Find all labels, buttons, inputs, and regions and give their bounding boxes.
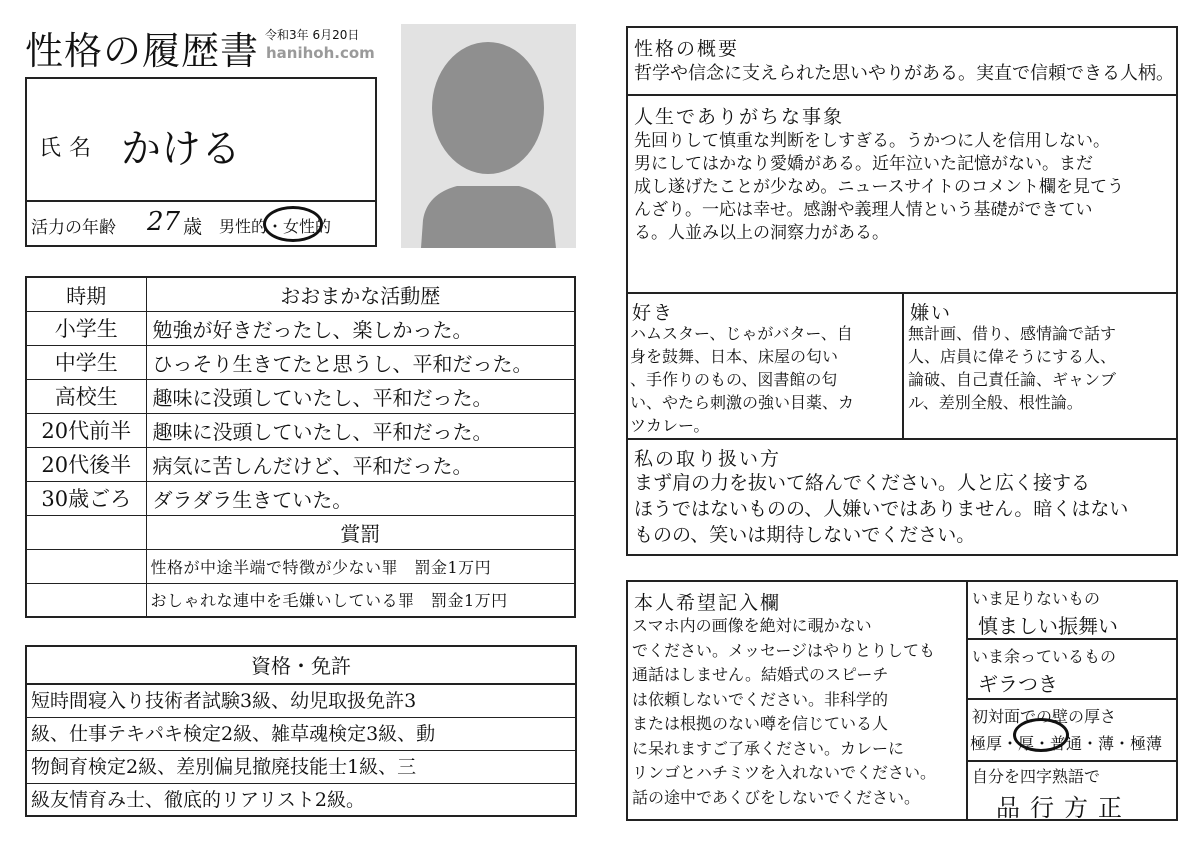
likes-text (630, 322, 854, 437)
wall-cell (968, 700, 1176, 762)
life-event-line: んざり。一応は幸せ。感謝や義理人情という基礎ができてい (634, 200, 1093, 220)
wishes-box (626, 580, 1178, 821)
wishes-line: 通話はしません。結婚式のスピーチ (632, 665, 889, 684)
qualification-line: 級友情育み士、徹底的リアリスト2級。 (31, 789, 365, 811)
life-event-line: る。人並み以上の洞察力がある。 (634, 223, 889, 243)
table-row (26, 345, 575, 379)
table-row (26, 413, 575, 447)
handling-line: ほうではないものの、人嫌いではありません。暗くはない (634, 498, 1129, 520)
qualification-line: 級、仕事テキパキ検定2級、雑草魂検定3級、動 (27, 718, 575, 751)
activity-history-table (25, 276, 576, 618)
reward-cell: 性格が中途半端で特徴が少ない罪 罰金1万円 (146, 549, 575, 583)
period-cell: 20代後半 (26, 447, 146, 481)
period-cell: 20代前半 (26, 413, 146, 447)
wishes-line: または根拠のない噂を信じている人 (632, 714, 889, 733)
dislikes-line: 論破、自己責任論、ギャンブ (908, 370, 1117, 389)
handling-line: まず肩の力を抜いて絡んでください。人と広く接する (634, 472, 1091, 494)
table-row (26, 311, 575, 345)
qualifications-box (25, 645, 577, 817)
likes-line: 身を鼓舞、日本、床屋の匂い (630, 347, 839, 366)
life-events-title: 人生でありがちな事象 (634, 106, 845, 128)
divider (628, 438, 1176, 440)
activity-cell: 勉強が好きだったし、楽しかった。 (146, 311, 575, 345)
qualification-line: 短時間寝入り技術者試験3級、幼児取扱免許3 (27, 685, 575, 718)
wishes-line: スマホ内の画像を絶対に覗かない (632, 616, 872, 635)
likes-line: ハムスター、じゃがバター、自 (630, 324, 853, 343)
period-cell: 小学生 (26, 311, 146, 345)
dislikes-line: 無計画、借り、感情論で話す (908, 324, 1117, 343)
name-box (25, 77, 377, 247)
likes-line: ツカレー。 (630, 416, 710, 435)
table-header-row (26, 277, 575, 311)
name-value: かける (121, 126, 241, 172)
life-events-text (634, 130, 1124, 245)
life-event-line: 先回りして慎重な判断をしすぎる。うかつに人を信用しない。 (634, 131, 1110, 151)
wall-scale: 極厚・厚・普通・薄・極薄 (970, 734, 1163, 753)
life-event-line: 男にしてはかなり愛嬌がある。近年泣いた記憶がない。まだ (634, 154, 1093, 174)
activity-cell: ダラダラ生きていた。 (146, 481, 575, 515)
activity-header: おおまかな活動歴 (146, 277, 575, 311)
idiom-value: 品行方正 (996, 794, 1132, 822)
qualification-line: 物飼育検定2級、差別偏見撤廃技能士1級、三 (27, 751, 575, 784)
dislikes-text (908, 322, 1116, 414)
overview-text: 哲学や信念に支えられた思いやりがある。実直で信頼できる人柄。 (634, 63, 1174, 84)
lacking-cell (968, 582, 1176, 640)
table-row (26, 583, 575, 617)
wall-selection-circle (1013, 718, 1069, 752)
table-row (26, 549, 575, 583)
person-silhouette-icon (401, 24, 576, 248)
empty-cell (26, 515, 146, 549)
surplus-cell (968, 640, 1176, 700)
avatar (401, 24, 576, 248)
qualifications-title: 資格・免許 (27, 647, 575, 685)
overview-title: 性格の概要 (634, 38, 740, 60)
personality-box (626, 26, 1178, 556)
wishes-title: 本人希望記入欄 (634, 592, 782, 614)
age-label: 活力の年齢 (31, 218, 116, 238)
idiom-cell (968, 762, 1176, 822)
likes-title: 好き (632, 302, 675, 324)
age-value: 27 (147, 207, 181, 237)
activity-cell: 病気に苦しんだけど、平和だった。 (146, 447, 575, 481)
handling-line: ものの、笑いは期待しないでください。 (634, 524, 976, 546)
wishes-line: リンゴとハチミツを入れないでください。 (632, 763, 937, 782)
name-label: 氏名 (39, 136, 100, 161)
gender-scale: 男性的・女性的 (219, 217, 332, 236)
dislikes-line: 人、店員に偉そうにする人、 (908, 347, 1117, 366)
likes-line: 、手作りのもの、図書館の匂 (630, 370, 838, 389)
handling-text (634, 470, 1128, 548)
activity-cell: 趣味に没頭していたし、平和だった。 (146, 413, 575, 447)
surplus-value: ギラつき (978, 672, 1058, 696)
reward-cell: おしゃれな連中を毛嫌いしている罪 罰金1万円 (146, 583, 575, 617)
empty-cell (26, 583, 146, 617)
period-header: 時期 (26, 277, 146, 311)
empty-cell (26, 549, 146, 583)
dislikes-line: ル、差別全般、根性論。 (908, 393, 1083, 412)
site-url: hanihoh.com (266, 44, 375, 62)
idiom-title: 自分を四字熟語で (972, 767, 1101, 786)
dislikes-title: 嫌い (910, 302, 953, 324)
handling-title: 私の取り扱い方 (634, 448, 782, 470)
period-cell: 30歳ごろ (26, 481, 146, 515)
life-event-line: 成し遂げたことが少なめ。ニュースサイトのコメント欄を見てう (634, 177, 1124, 197)
likes-line: い、やたら刺激の強い目薬、カ (630, 393, 855, 412)
wall-title: 初対面での壁の厚さ (972, 707, 1117, 726)
gender-selection-circle (263, 206, 323, 242)
wishes-line: でください。メッセージはやりとりしても (632, 640, 936, 660)
page-title: 性格の履歴書 (25, 29, 260, 73)
period-cell: 中学生 (26, 345, 146, 379)
age-unit: 歳 (183, 216, 203, 238)
activity-cell: ひっそり生きてたと思うし、平和だった。 (146, 345, 575, 379)
period-cell: 高校生 (26, 379, 146, 413)
wishes-text (632, 614, 936, 810)
lacking-title: いま足りないもの (972, 589, 1101, 608)
age-row (27, 200, 375, 245)
divider (902, 292, 904, 438)
reward-header: 賞罰 (146, 515, 575, 549)
table-row (26, 481, 575, 515)
activity-cell: 趣味に没頭していたし、平和だった。 (146, 379, 575, 413)
document-date: 令和3年 6月20日 (265, 28, 360, 42)
wishes-line: 話の途中であくびをしないでください。 (632, 787, 921, 807)
wishes-line: に呆れますご了承ください。カレーに (632, 738, 905, 758)
table-row (26, 447, 575, 481)
surplus-title: いま余っているもの (972, 647, 1117, 666)
divider (628, 94, 1176, 96)
reward-header-row (26, 515, 575, 549)
table-row (26, 379, 575, 413)
lacking-value: 慎ましい振舞い (978, 614, 1118, 638)
wishes-line: は依頼しないでください。非科学的 (632, 689, 889, 709)
